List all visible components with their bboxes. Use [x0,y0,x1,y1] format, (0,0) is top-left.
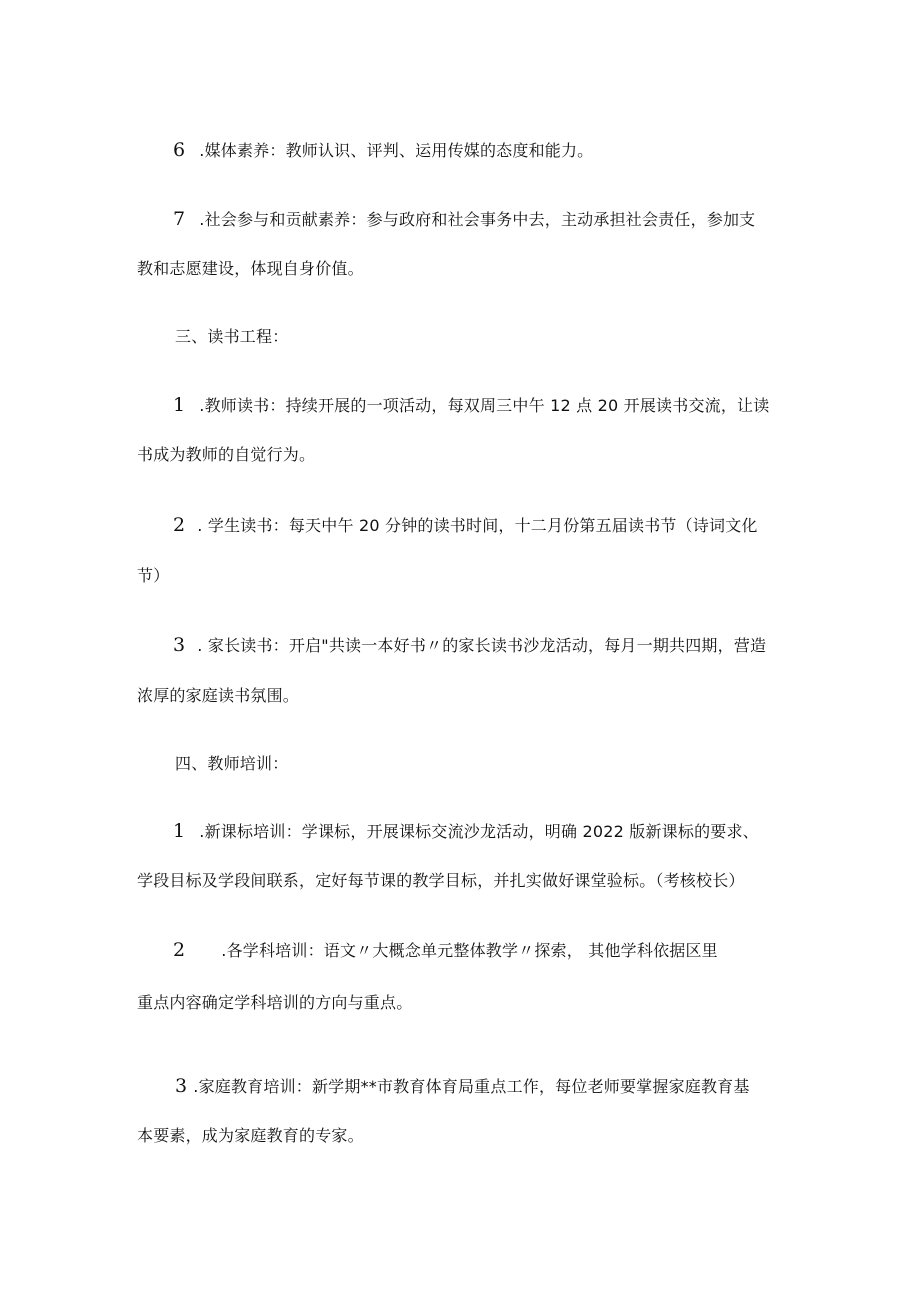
training-item-3-number: 3 [175,1075,188,1097]
reading-item-3-line-2 [137,686,299,706]
item-7-text-2: 教和志愿建设，体现自身价值。 [137,259,364,278]
training-item-1-line-1 [173,821,759,842]
training-item-3-text-1: .家庭教育培训：新学期**市教育体育局重点工作，每位老师要掌握家庭教育基 [193,1077,750,1096]
section-3-heading: 三、读书工程： [175,327,289,346]
training-item-1-text-2: 学段目标及学段间联系，定好每节课的教学目标，并扎实做好课堂验标。（考核校长） [137,871,745,890]
training-item-3-text-2: 本要素，成为家庭教育的专家。 [137,1126,364,1145]
item-7-line-1 [173,209,755,230]
training-item-3-line-1 [175,1076,750,1097]
item-6-line-1 [173,140,593,161]
reading-item-3-text-1: . 家长读书：开启"共读一本好书〃的家长读书沙龙活动，每月一期共四期，营造 [197,636,767,655]
item-6-number: 6 [173,139,186,161]
reading-item-1-number: 1 [173,394,186,416]
training-item-2-text-1: .各学科培训：语文〃大概念单元整体教学〃探索， 其他学科依据区里 [221,941,718,960]
training-item-2-line-1 [173,940,718,961]
training-item-2-text-2: 重点内容确定学科培训的方向与重点。 [137,993,413,1012]
reading-item-2-text-2: 节） [137,566,170,585]
reading-item-3-number: 3 [173,634,186,656]
reading-item-1-text-2: 书成为教师的自觉行为。 [137,445,316,464]
reading-item-2-number: 2 [173,514,186,536]
section-4-heading: 四、教师培训： [175,754,289,773]
reading-item-1-line-1 [173,395,769,416]
item-6-text: .媒体素养：教师认识、评判、运用传媒的态度和能力。 [199,141,594,160]
item-7-number: 7 [173,208,186,230]
reading-item-1-line-2 [137,445,315,465]
training-item-3-line-2 [137,1126,364,1146]
reading-item-2-line-2 [137,566,169,586]
training-item-1-text-1: .新课标培训：学课标，开展课标交流沙龙活动，明确 2022 版新课标的要求、 [199,822,759,841]
reading-item-3-text-2: 浓厚的家庭读书氛围。 [137,686,300,705]
training-item-1-number: 1 [173,820,186,842]
reading-item-1-text-1: .教师读书：持续开展的一项活动，每双周三中午 12 点 20 开展读书交流，让读 [199,396,770,415]
training-item-1-line-2 [137,871,745,891]
training-item-2-number: 2 [173,939,186,961]
reading-item-2-text-1: . 学生读书：每天中午 20 分钟的读书时间，十二月份第五届读书节（诗词文化 [197,516,758,535]
training-item-2-line-2 [137,993,412,1013]
reading-item-3-line-1 [173,635,766,656]
item-7-text-1: .社会参与和贡献素养：参与政府和社会事务中去，主动承担社会责任，参加支 [199,210,756,229]
item-7-line-2 [137,259,364,279]
reading-item-2-line-1 [173,515,758,536]
